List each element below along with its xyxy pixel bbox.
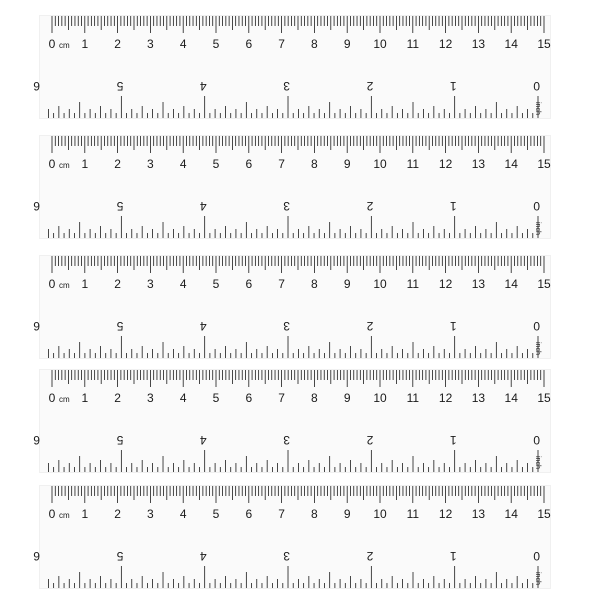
cm-label: 8 xyxy=(311,507,318,521)
cm-label: 1 xyxy=(81,277,89,291)
cm-label: 12 xyxy=(438,37,453,51)
cm-label: 3 xyxy=(147,507,154,521)
inch-label: 2 xyxy=(366,433,374,447)
cm-label: 6 xyxy=(245,391,253,405)
inch-unit-label: inch xyxy=(534,572,541,585)
cm-label: 3 xyxy=(147,157,154,171)
cm-ticks xyxy=(52,136,544,153)
ruler-5 xyxy=(33,486,551,588)
cm-label: 2 xyxy=(114,277,121,291)
inch-ticks xyxy=(48,450,538,472)
cm-label: 13 xyxy=(471,277,486,291)
inch-label: 6 xyxy=(33,433,41,447)
cm-label: 14 xyxy=(504,391,518,405)
inch-label: 3 xyxy=(283,433,291,447)
cm-label: 7 xyxy=(278,277,285,291)
cm-label: 4 xyxy=(179,391,187,405)
inch-label: 2 xyxy=(366,319,374,333)
cm-label: 9 xyxy=(343,277,351,291)
inch-label: 5 xyxy=(116,199,124,213)
cm-label: 12 xyxy=(438,507,453,521)
cm-label: 15 xyxy=(537,277,551,291)
inch-ticks xyxy=(48,216,538,238)
cm-label: 11 xyxy=(406,37,420,51)
cm-label: 3 xyxy=(147,391,154,405)
inch-unit-label: inch xyxy=(534,102,541,115)
inch-label: 6 xyxy=(33,79,41,93)
inch-label: 1 xyxy=(449,319,457,333)
cm-label: 8 xyxy=(311,37,318,51)
cm-label: 12 xyxy=(438,277,453,291)
inch-label: 0 xyxy=(533,433,540,447)
cm-label: 1 xyxy=(81,507,89,521)
inch-unit-label: inch xyxy=(534,456,541,469)
inch-label: 6 xyxy=(33,319,41,333)
inch-label: 0 xyxy=(533,79,540,93)
inch-label: 5 xyxy=(116,433,124,447)
cm-label: 0 xyxy=(48,391,56,405)
cm-unit-label: cm xyxy=(59,281,70,290)
inch-ticks xyxy=(48,566,538,588)
cm-label: 6 xyxy=(245,507,253,521)
cm-ticks xyxy=(52,486,544,503)
inch-label: 5 xyxy=(116,549,124,563)
cm-label: 14 xyxy=(504,277,518,291)
cm-label: 8 xyxy=(311,277,318,291)
inch-label: 2 xyxy=(366,79,374,93)
ruler-graphic xyxy=(33,136,551,238)
cm-label: 0 xyxy=(48,157,56,171)
cm-label: 7 xyxy=(278,391,285,405)
cm-label: 10 xyxy=(373,507,387,521)
cm-label: 0 xyxy=(48,507,56,521)
cm-label: 9 xyxy=(343,391,351,405)
cm-label: 5 xyxy=(212,507,220,521)
cm-label: 11 xyxy=(406,157,420,171)
inch-label: 4 xyxy=(199,79,207,93)
cm-unit-label: cm xyxy=(59,395,70,404)
cm-label: 13 xyxy=(471,391,486,405)
cm-ticks xyxy=(52,370,544,387)
cm-label: 10 xyxy=(373,157,387,171)
inch-ticks xyxy=(48,96,538,118)
inch-label: 2 xyxy=(366,549,374,563)
inch-label: 4 xyxy=(199,319,207,333)
ruler-graphic xyxy=(33,486,551,588)
cm-label: 6 xyxy=(245,277,253,291)
cm-label: 14 xyxy=(504,507,518,521)
cm-label: 5 xyxy=(212,277,220,291)
inch-label: 6 xyxy=(33,199,41,213)
cm-label: 7 xyxy=(278,507,285,521)
cm-label: 11 xyxy=(406,507,420,521)
cm-label: 2 xyxy=(114,391,121,405)
cm-label: 12 xyxy=(438,157,453,171)
ruler-2 xyxy=(33,136,551,238)
inch-label: 0 xyxy=(533,549,540,563)
cm-label: 4 xyxy=(179,37,187,51)
cm-ticks xyxy=(52,16,544,33)
cm-label: 1 xyxy=(81,391,89,405)
cm-label: 8 xyxy=(311,391,318,405)
cm-label: 0 xyxy=(48,37,56,51)
cm-label: 15 xyxy=(537,157,551,171)
inch-label: 5 xyxy=(116,319,124,333)
cm-label: 1 xyxy=(81,37,89,51)
inch-label: 0 xyxy=(533,199,540,213)
cm-label: 8 xyxy=(311,157,318,171)
cm-ticks xyxy=(52,256,544,273)
cm-label: 10 xyxy=(373,391,387,405)
cm-label: 13 xyxy=(471,37,486,51)
cm-label: 5 xyxy=(212,37,220,51)
ruler-graphic xyxy=(33,370,551,472)
cm-label: 3 xyxy=(147,277,154,291)
cm-label: 15 xyxy=(537,391,551,405)
inch-label: 4 xyxy=(199,433,207,447)
cm-label: 10 xyxy=(373,277,387,291)
ruler-graphic xyxy=(33,256,551,358)
inch-label: 3 xyxy=(283,549,291,563)
cm-label: 9 xyxy=(343,37,351,51)
cm-label: 13 xyxy=(471,507,486,521)
cm-label: 4 xyxy=(179,157,187,171)
cm-label: 2 xyxy=(114,37,121,51)
cm-label: 15 xyxy=(537,37,551,51)
ruler-1 xyxy=(33,16,551,118)
cm-label: 6 xyxy=(245,37,253,51)
cm-label: 7 xyxy=(278,37,285,51)
cm-label: 1 xyxy=(81,157,89,171)
cm-unit-label: cm xyxy=(59,161,70,170)
cm-label: 10 xyxy=(373,37,387,51)
inch-label: 3 xyxy=(283,79,291,93)
cm-unit-label: cm xyxy=(59,41,70,50)
cm-label: 0 xyxy=(48,277,56,291)
inch-label: 6 xyxy=(33,549,41,563)
inch-label: 2 xyxy=(366,199,374,213)
inch-label: 1 xyxy=(449,79,457,93)
cm-label: 14 xyxy=(504,157,518,171)
cm-label: 9 xyxy=(343,157,351,171)
cm-label: 2 xyxy=(114,157,121,171)
inch-label: 3 xyxy=(283,319,291,333)
cm-label: 3 xyxy=(147,37,154,51)
cm-label: 6 xyxy=(245,157,253,171)
cm-label: 13 xyxy=(471,157,486,171)
cm-label: 7 xyxy=(278,157,285,171)
cm-unit-label: cm xyxy=(59,511,70,520)
inch-label: 3 xyxy=(283,199,291,213)
cm-label: 5 xyxy=(212,391,220,405)
inch-label: 5 xyxy=(116,79,124,93)
cm-label: 5 xyxy=(212,157,220,171)
inch-label: 4 xyxy=(199,199,207,213)
cm-label: 15 xyxy=(537,507,551,521)
cm-label: 12 xyxy=(438,391,453,405)
inch-ticks xyxy=(48,336,538,358)
inch-label: 0 xyxy=(533,319,540,333)
cm-label: 2 xyxy=(114,507,121,521)
cm-label: 11 xyxy=(406,391,420,405)
inch-unit-label: inch xyxy=(534,342,541,355)
cm-label: 14 xyxy=(504,37,518,51)
inch-label: 1 xyxy=(449,549,457,563)
inch-label: 1 xyxy=(449,199,457,213)
inch-label: 4 xyxy=(199,549,207,563)
inch-label: 1 xyxy=(449,433,457,447)
inch-unit-label: inch xyxy=(534,222,541,235)
cm-label: 9 xyxy=(343,507,351,521)
ruler-graphic xyxy=(33,16,551,118)
ruler-4 xyxy=(33,370,551,472)
cm-label: 4 xyxy=(179,277,187,291)
cm-label: 11 xyxy=(406,277,420,291)
ruler-3 xyxy=(33,256,551,358)
cm-label: 4 xyxy=(179,507,187,521)
